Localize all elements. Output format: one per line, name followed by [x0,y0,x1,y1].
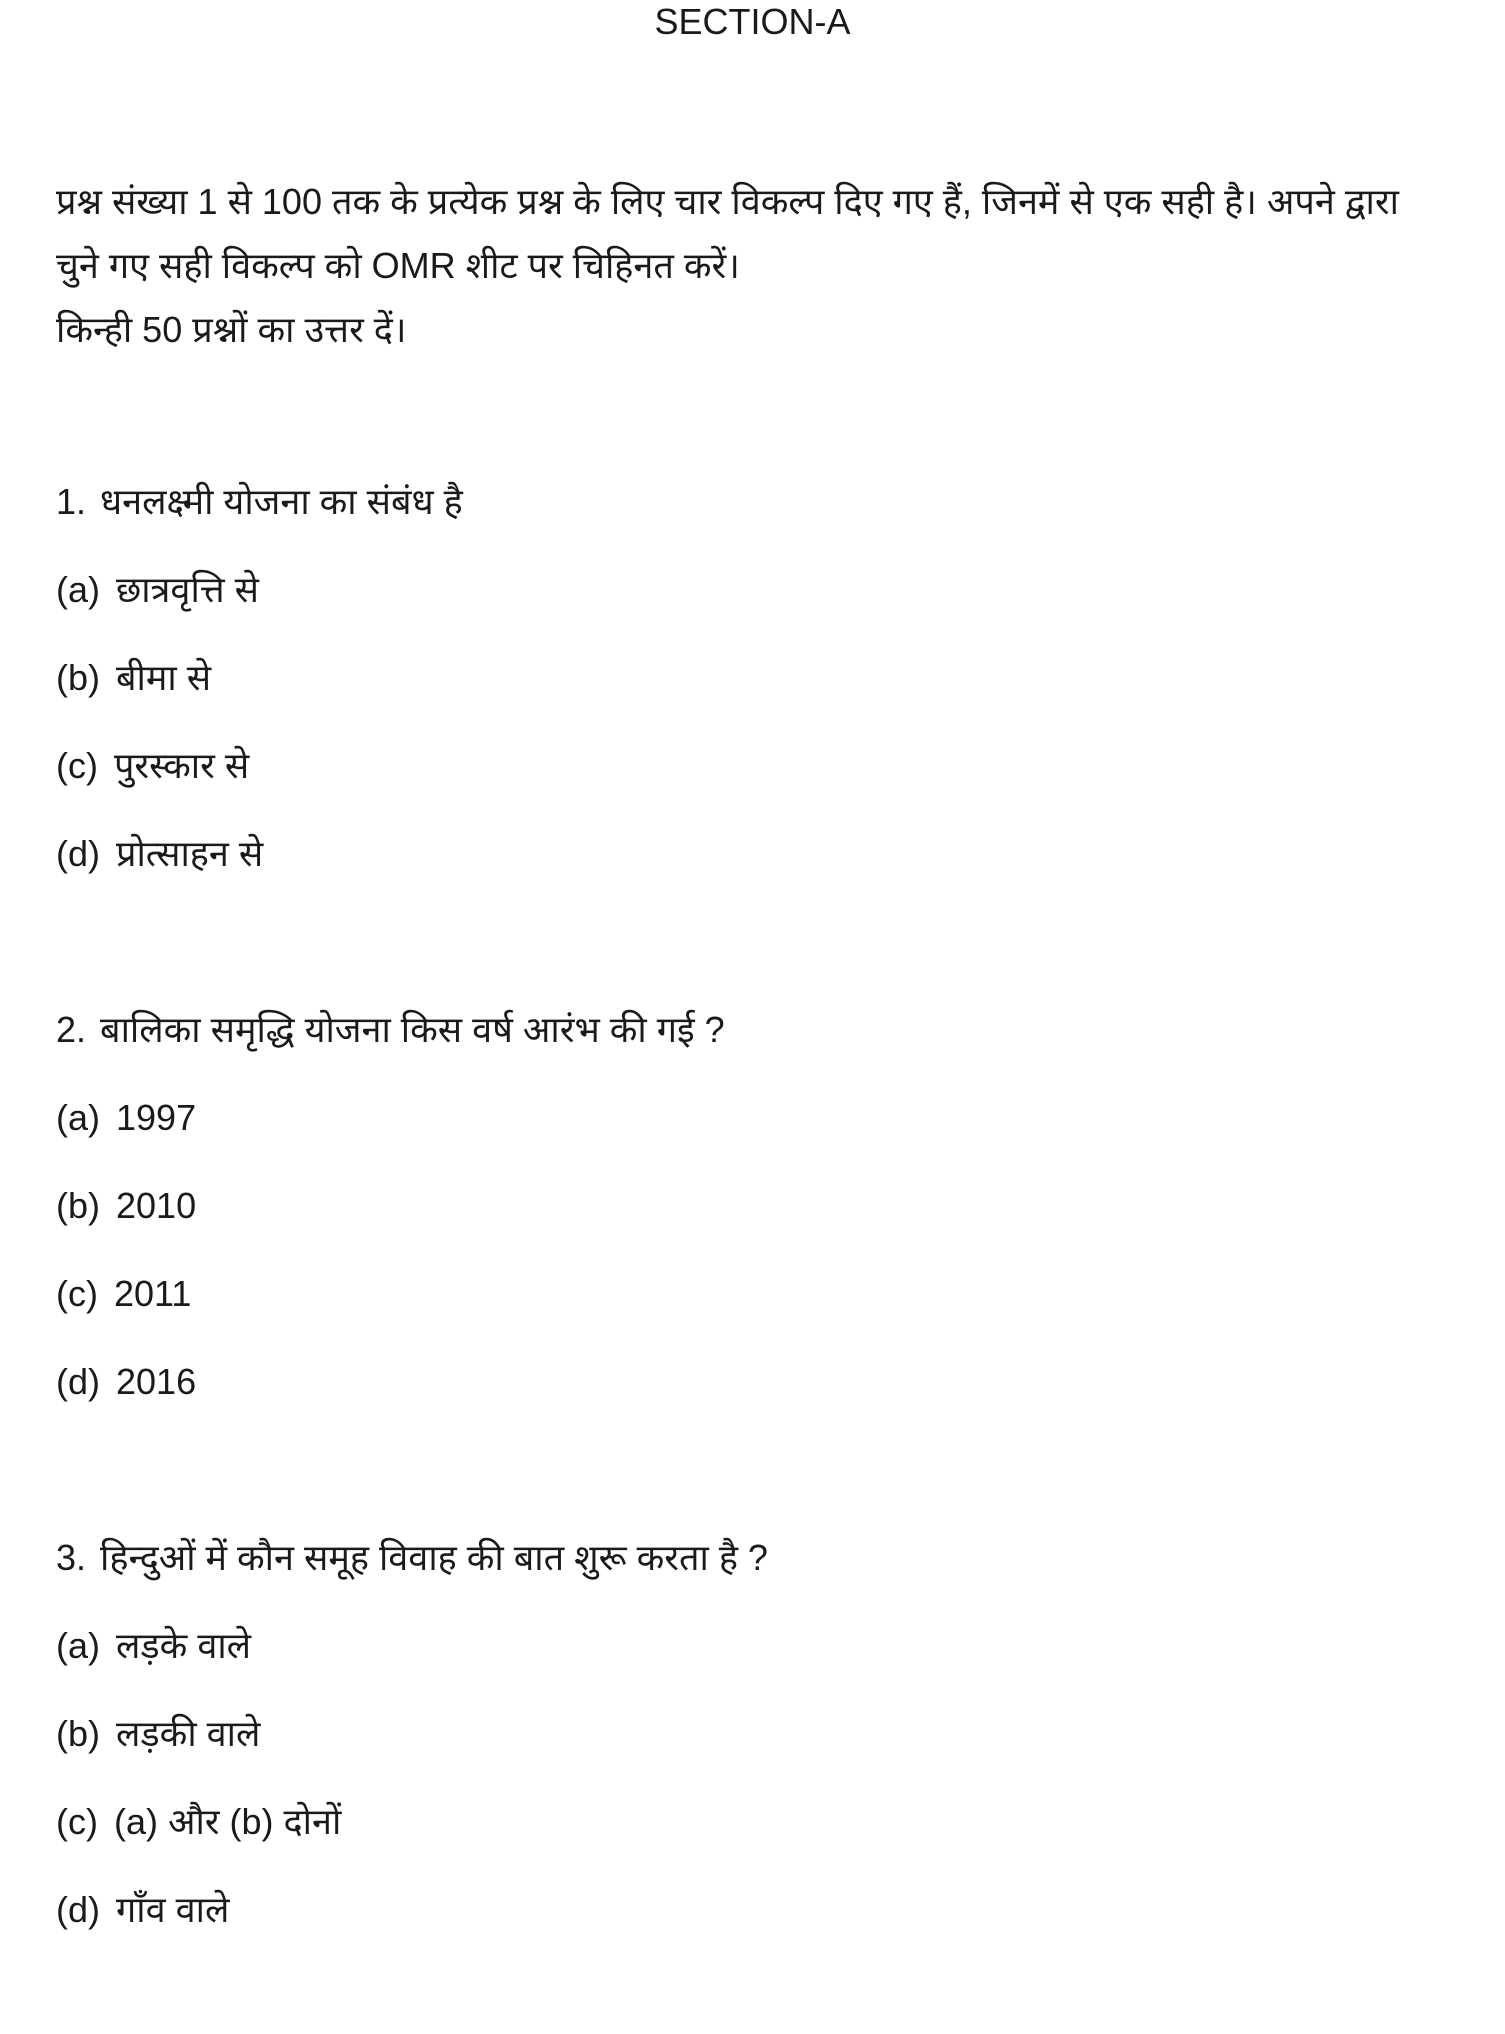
options-list [56,1621,1446,1973]
option-a [56,565,1446,653]
question-prompt: बालिका समृद्धि योजना किस वर्ष आरंभ की गई ? [100,1009,725,1050]
question-3 [56,1533,1446,1973]
question-text [56,1005,1446,1093]
option-d [56,1885,1446,1973]
question-2 [56,1005,1446,1445]
option-text: बीमा से [116,657,212,698]
option-text: प्रोत्साहन से [116,833,264,874]
option-c [56,741,1446,829]
option-key: (b) [56,657,100,698]
option-d [56,829,1446,917]
option-key: (a) [56,569,100,610]
section-title: SECTION-A [654,1,851,42]
option-text: 1997 [116,1097,197,1138]
option-text: 2011 [113,1273,192,1314]
question-number: 3. [56,1537,87,1578]
option-c [56,1269,1446,1357]
option-b [56,1181,1446,1269]
option-text: (a) और (b) दोनों [113,1801,342,1842]
question-number: 1. [56,481,87,522]
option-a [56,1621,1446,1709]
option-text: पुरस्कार से [113,745,250,786]
option-key: (c) [56,1801,98,1842]
question-number: 2. [56,1009,87,1050]
option-d [56,1357,1446,1445]
question-text [56,1533,1446,1621]
options-list [56,1093,1446,1445]
option-text: छात्रवृत्ति से [116,569,259,610]
option-text: 2016 [116,1361,197,1402]
question-1 [56,477,1446,917]
option-key: (d) [56,833,100,874]
question-prompt: धनलक्ष्मी योजना का संबंध है [100,481,463,522]
instructions-line-2: किन्ही 50 प्रश्नों का उत्तर दें। [56,309,407,350]
option-key: (c) [56,1273,98,1314]
option-b [56,1709,1446,1797]
options-list [56,565,1446,917]
instructions-line-1: प्रश्न संख्या 1 से 100 तक के प्रत्येक प्रश्न के लिए चार विकल्प दिए गए हैं, जिनमें से एक सही है। अपने द्वारा चुने गए सही विकल्प को OMR शीट पर चिहिनत करें। [56,181,1399,286]
option-key: (b) [56,1185,100,1226]
option-key: (d) [56,1361,100,1402]
option-text: लड़के वाले [116,1625,252,1666]
option-a [56,1093,1446,1181]
option-text: लड़की वाले [116,1713,261,1754]
option-b [56,653,1446,741]
option-key: (a) [56,1097,100,1138]
option-text: 2010 [116,1185,197,1226]
option-c [56,1797,1446,1885]
option-key: (b) [56,1713,100,1754]
question-text [56,477,1446,565]
instructions-block [56,170,1446,362]
option-key: (c) [56,745,98,786]
question-prompt: हिन्दुओं में कौन समूह विवाह की बात शुरू करता है ? [100,1537,768,1578]
option-key: (d) [56,1889,100,1930]
option-text: गाँव वाले [116,1889,230,1930]
option-key: (a) [56,1625,100,1666]
